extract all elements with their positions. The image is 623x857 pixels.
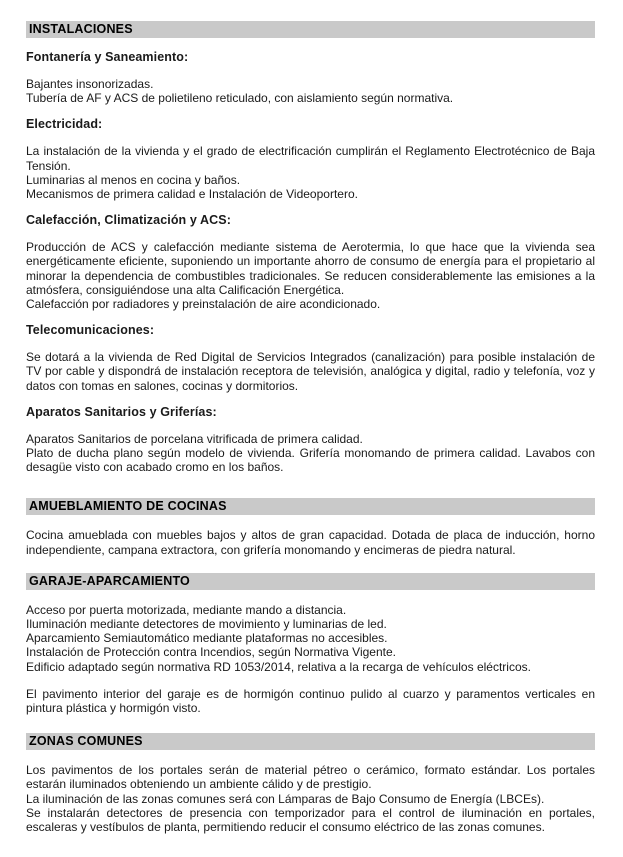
text-line: La iluminación de las zonas comunes será con Lámparas de Bajo Consumo de Energía (LBCEs). bbox=[26, 791, 545, 806]
text-line: Aparcamiento Semiautomático mediante plataformas no accesibles. bbox=[26, 631, 388, 646]
subsection-heading-sanitarios: Aparatos Sanitarios y Griferías: bbox=[26, 404, 217, 419]
text-line: Instalación de Protección contra Incendios, según Normativa Vigente. bbox=[26, 645, 396, 660]
text-line: Producción de ACS y calefacción mediante sistema de Aerotermia, lo que hace que la vivienda sea energéticamente eficiente, suponiendo un importante ahorro de consumo de energía para el propietario al minorar la dependencia de combustibles tradicionales. Se reducen considerablemente las emisiones a la atmósfera, consiguiéndose una alta Calificación Energética. bbox=[26, 240, 595, 297]
subsection-heading-electricidad: Electricidad: bbox=[26, 117, 103, 132]
subsection-heading-fontaneria: Fontanería y Saneamiento: bbox=[26, 50, 189, 64]
section-header-instalaciones: INSTALACIONES bbox=[26, 21, 595, 38]
text-line: Tubería de AF y ACS de polietileno reticulado, con aislamiento según normativa. bbox=[26, 91, 454, 106]
text-line: Bajantes insonorizadas. bbox=[26, 77, 154, 91]
subsection-heading-calefaccion: Calefacción, Climatización y ACS: bbox=[26, 213, 231, 228]
paragraph-block-garaje-list bbox=[26, 603, 595, 674]
text-line: El pavimento interior del garaje es de hormigón continuo pulido al cuarzo y paramentos verticales en pintura plástica y hormigón visto. bbox=[26, 686, 595, 716]
section-header-zonas-comunes: ZONAS COMUNES bbox=[26, 733, 595, 750]
paragraph-block-telecomunicaciones bbox=[26, 350, 595, 393]
text-line: Se dotará a la vivienda de Red Digital de Servicios Integrados (canalización) para posible instalación de TV por cable y dispondrá de instalación receptora de televisión, analógica y digital, radio y telefonía, voz y datos con tomas en salones, cocinas y dormitorios. bbox=[26, 350, 595, 393]
text-line: Cocina amueblada con muebles bajos y altos de gran capacidad. Dotada de placa de inducción, horno independiente, campana extractora, con grifería monomando y encimeras de piedra natural. bbox=[26, 528, 595, 557]
paragraph-block-calefaccion bbox=[26, 240, 595, 311]
paragraph-block-cocinas bbox=[26, 528, 595, 556]
paragraph-block-fontaneria bbox=[26, 77, 595, 105]
text-line: Se instalarán detectores de presencia con temporizador para el control de iluminación en portales, escaleras y vestíbulos de planta, permitiendo reducir el consumo eléctrico de las zonas comunes. bbox=[26, 805, 595, 835]
text-line: Plato de ducha plano según modelo de vivienda. Grifería monomando de primera calidad. Lavabos con desagüe visto con acabado cromo en los baños. bbox=[26, 446, 595, 475]
text-line: Los pavimentos de los portales serán de material pétreo o cerámico, formato estándar. Los portales estarán iluminados obteniendo un ambiente cálido y de prestigio. bbox=[26, 763, 595, 792]
section-header-cocinas: AMUEBLAMIENTO DE COCINAS bbox=[26, 498, 595, 515]
subsection-heading-telecomunicaciones: Telecomunicaciones: bbox=[26, 323, 155, 338]
text-line: La instalación de la vivienda y el grado de electrificación cumplirán el Reglamento Electrotécnico de Baja Tensión. bbox=[26, 144, 595, 173]
text-line: Edificio adaptado según normativa RD 1053/2014, relativa a la recarga de vehículos eléctricos. bbox=[26, 659, 531, 674]
text-line: Calefacción por radiadores y preinstalación de aire acondicionado. bbox=[26, 297, 381, 312]
text-line: Acceso por puerta motorizada, mediante mando a distancia. bbox=[26, 602, 347, 617]
paragraph-block-sanitarios bbox=[26, 432, 595, 475]
paragraph-block-garaje-pavimento bbox=[26, 687, 595, 715]
paragraph-block-electricidad bbox=[26, 144, 595, 201]
text-line: Iluminación mediante detectores de movimiento y luminarias de led. bbox=[26, 617, 387, 632]
text-line: Mecanismos de primera calidad e Instalación de Videoportero. bbox=[26, 187, 358, 202]
section-header-garaje: GARAJE-APARCAMIENTO bbox=[26, 573, 595, 590]
paragraph-block-zonas-comunes bbox=[26, 763, 595, 834]
text-line: Aparatos Sanitarios de porcelana vitrificada de primera calidad. bbox=[26, 431, 363, 446]
text-line: Luminarias al menos en cocina y baños. bbox=[26, 172, 241, 187]
